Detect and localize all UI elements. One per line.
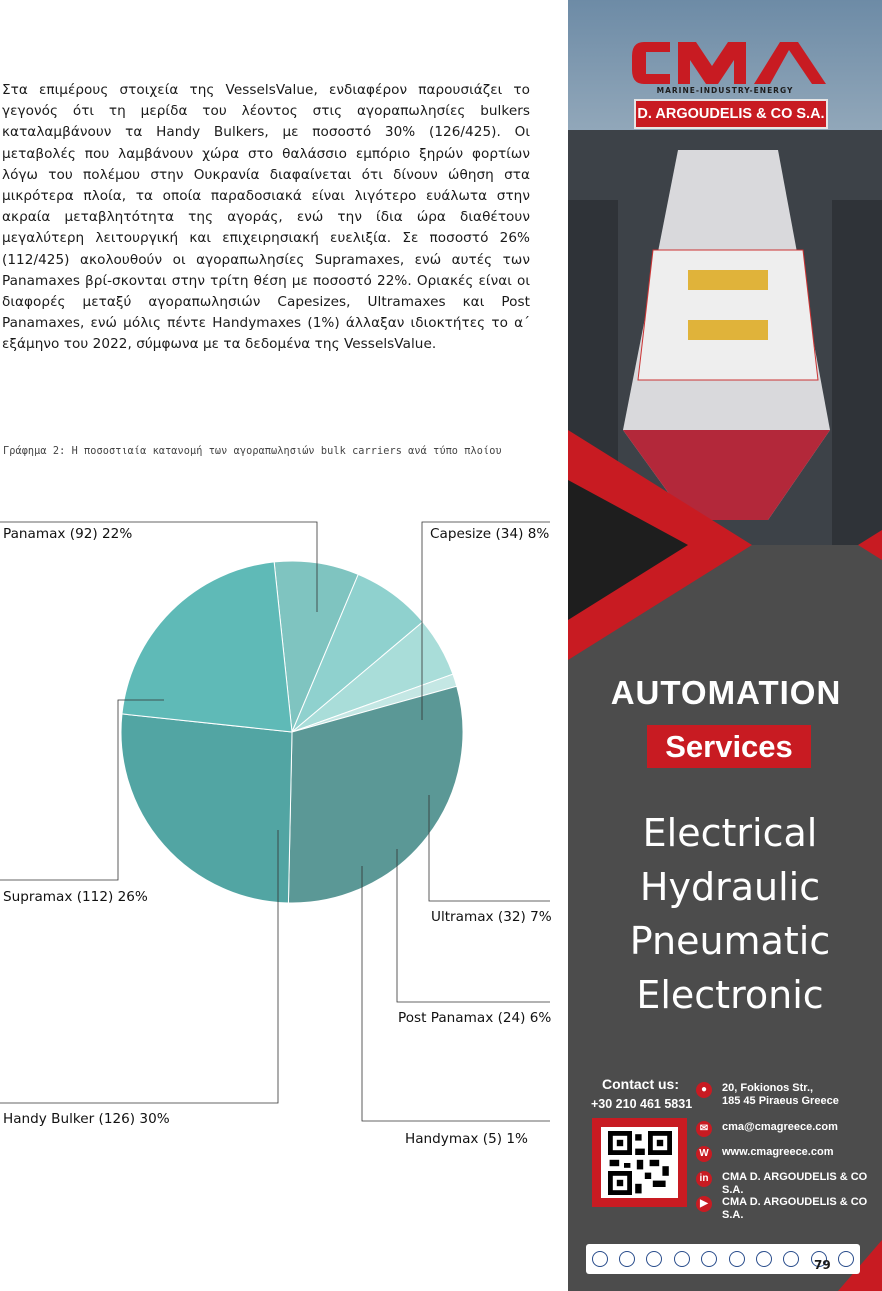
automation-headline: AUTOMATION [610, 674, 842, 711]
pie-chart [0, 500, 560, 1160]
figure-caption: Γράφημα 2: Η ποσοστιαία κατανομή των αγοραπωλησιών bulk carriers ανά τύπο πλοίου [3, 446, 502, 457]
article-paragraph: Στα επιμέρους στοιχεία της VesselsValue, ενδιαφέρον παρουσιάζει το γεγονός ότι τη μερίδα του λέοντος στις αγοραπωλησίες bulkers καταλαμβάνουν τα Handy Bulkers, με ποσοστό 30% (126/425). Οι μεταβολές που λαμβάνουν χώρα στο θαλάσσιο εμπόριο ξηρών φορτίων λόγω του πολέμου στην Ουκρανία διαφαίνεται ότι δίνουν ώθηση στα μικρότερα πλοία, τα οποία παραδοσιακά είναι λιγότερο ευάλωτα στην ακραία μεταβλητότητα της αγοράς, ενώ την ίδια ώρα διαθέτουν μεγαλύτερη λειτουργική και επιχειρησιακή ευελιξία. Σε ποσοστό 26% (112/425) ακολουθούν οι αγοραπωλησίες Supramaxes, ενώ αυτές των Panamaxes βρί-σκονται στην τρίτη θέση με ποσοστό 22%. Οριακές είναι οι διαφορές μεταξύ αγοραπωλησιών Capesizes, Ultramaxes και Post Panamaxes, ενώ μόλις πέντε Handymaxes (1%) άλλαξαν ιδιοκτήτες το α΄ εξάμηνο του 2022, σύμφωνα με τα δεδομένα της VesselsValue. [2, 82, 530, 353]
contact-youtube[interactable] [696, 1196, 882, 1221]
email-link[interactable]: cma@cmagreece.com [722, 1121, 838, 1133]
cma-logo [630, 36, 830, 92]
email-icon: ✉ [696, 1121, 712, 1137]
certification-logo-icon [619, 1251, 635, 1267]
youtube-icon: ▶ [696, 1196, 712, 1212]
skill-item: Pneumatic [629, 919, 831, 963]
pie-slice-panamax [122, 562, 292, 732]
contact-address [696, 1082, 839, 1107]
certification-logo-icon [701, 1251, 717, 1267]
location-pin-icon: ● [696, 1082, 712, 1098]
address-line2: 185 45 Piraeus Greece [722, 1095, 839, 1107]
brand-tagline: MARINE-INDUSTRY-ENERGY [656, 86, 794, 95]
callout-line [429, 795, 550, 901]
contact-website[interactable] [696, 1146, 833, 1164]
website-link[interactable]: www.cmagreece.com [722, 1146, 834, 1158]
slice-label: Post Panamax (24) 6% [398, 1010, 552, 1026]
certification-logo-icon [674, 1251, 690, 1267]
address-line1: 20, Fokionos Str., [722, 1082, 814, 1094]
linkedin-link[interactable]: CMA D. ARGOUDELIS & CO S.A. [722, 1171, 868, 1196]
phone-number[interactable]: +30 210 461 5831 [591, 1097, 693, 1111]
slice-label: Ultramax (32) 7% [431, 909, 552, 925]
linkedin-icon: in [696, 1171, 712, 1187]
skill-item: Hydraulic [639, 865, 821, 909]
skill-item: Electrical [642, 811, 818, 855]
certification-logo-icon [838, 1251, 854, 1267]
advertisement[interactable] [568, 0, 882, 1291]
callout-line [397, 849, 550, 1002]
qr-code[interactable] [592, 1118, 687, 1207]
slice-label: Capesize (34) 8% [430, 526, 550, 542]
skills-list [568, 806, 882, 1022]
certification-logo-icon [729, 1251, 745, 1267]
pie-chart-svg [0, 500, 560, 1160]
services-badge: Services [647, 725, 811, 768]
pie-slice-supramax [121, 714, 292, 903]
contact-linkedin[interactable] [696, 1171, 882, 1196]
certification-logo-icon [592, 1251, 608, 1267]
slice-label: Supramax (112) 26% [3, 889, 148, 905]
company-name: D. ARGOUDELIS & CO S.A. [634, 99, 828, 129]
certification-logo-icon [783, 1251, 799, 1267]
web-icon: W [696, 1146, 712, 1162]
slice-label: Handymax (5) 1% [405, 1131, 528, 1147]
certification-logo-icon [646, 1251, 662, 1267]
qr-code-inner [601, 1127, 678, 1198]
contact-heading: Contact us: [602, 1076, 679, 1092]
slice-label: Panamax (92) 22% [3, 526, 133, 542]
contact-email[interactable] [696, 1121, 838, 1139]
qr-pattern [608, 1131, 672, 1195]
page-number: 79 [814, 1258, 831, 1272]
skill-item: Electronic [636, 973, 824, 1017]
callout-line [362, 866, 550, 1121]
slice-label: Handy Bulker (126) 30% [3, 1111, 170, 1127]
certification-logo-icon [756, 1251, 772, 1267]
youtube-link[interactable]: CMA D. ARGOUDELIS & CO S.A. [722, 1196, 868, 1221]
